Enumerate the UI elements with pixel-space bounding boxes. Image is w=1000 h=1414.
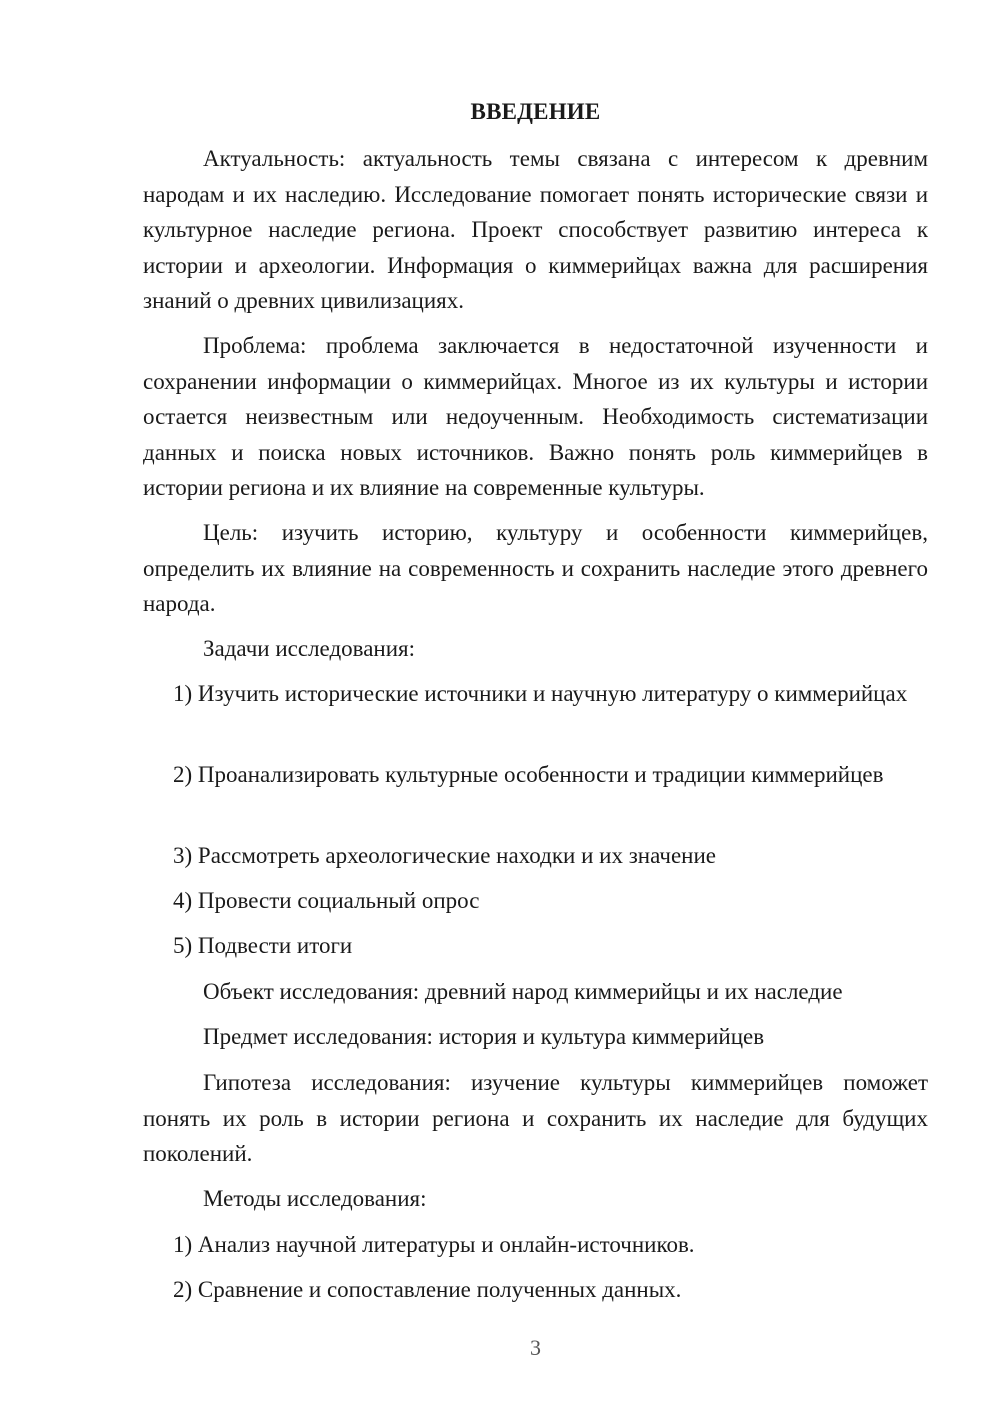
method-item-2: 2) Сравнение и сопоставление полученных данных.	[173, 1277, 682, 1302]
section-heading: ВВЕДЕНИЕ	[470, 99, 601, 124]
tasks-title: Задачи исследования:	[203, 636, 416, 661]
task-item-2: 2) Проанализировать культурные особенности и традиции киммерийцев	[173, 762, 884, 787]
method-item-1: 1) Анализ научной литературы и онлайн-источников.	[173, 1232, 695, 1257]
problem-paragraph: Проблема: проблема заключается в недостаточной изученности и сохранении информации о киммерийцах. Многое из их культуры и истории остается неизвестным или недоученным. Необходимость систематизации данных и поиска новых источников. Важно понять роль киммерийцев в истории региона и их влияние на современные культуры.	[143, 333, 928, 500]
methods-title: Методы исследования:	[203, 1186, 427, 1211]
document-page	[143, 0, 928, 1414]
object-line: Объект исследования: древний народ киммерийцы и их наследие	[203, 979, 843, 1004]
page-number: 3	[530, 1335, 541, 1360]
goal-paragraph: Цель: изучить историю, культуру и особенности киммерийцев, определить их влияние на современность и сохранить наследие этого древнего народа.	[143, 520, 928, 616]
task-item-3: 3) Рассмотреть археологические находки и их значение	[173, 843, 716, 868]
hypothesis-paragraph: Гипотеза исследования: изучение культуры киммерийцев поможет понять их роль в истории региона и сохранить их наследие для будущих поколений.	[143, 1070, 928, 1166]
subject-line: Предмет исследования: история и культура киммерийцев	[203, 1024, 765, 1049]
task-item-5: 5) Подвести итоги	[173, 933, 353, 958]
relevance-paragraph: Актуальность: актуальность темы связана с интересом к древним народам и их наследию. Исследование помогает понять исторические связи и культурное наследие региона. Проект способствует развитию интереса к истории и археологии. Информация о киммерийцах важна для расширения знаний о древних цивилизациях.	[143, 146, 928, 313]
task-item-4: 4) Провести социальный опрос	[173, 888, 480, 913]
task-item-1: 1) Изучить исторические источники и научную литературу о киммерийцах	[173, 681, 908, 706]
